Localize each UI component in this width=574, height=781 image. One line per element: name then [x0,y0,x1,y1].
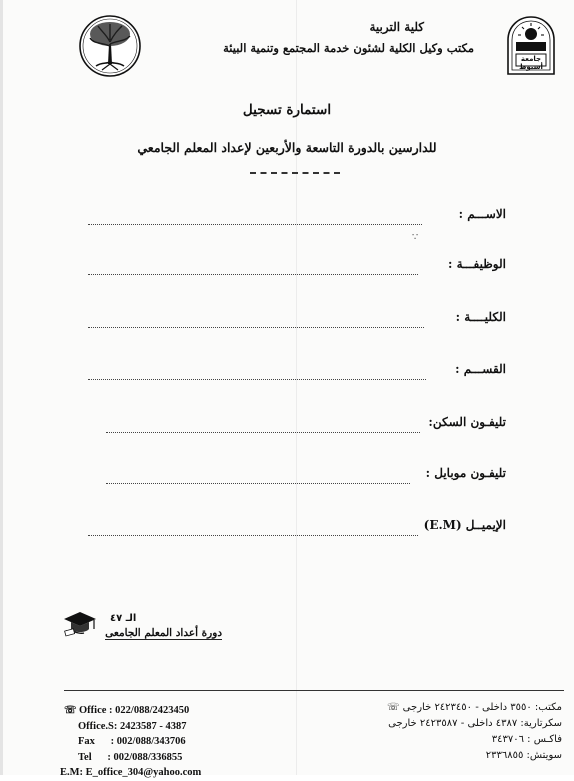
field-mobile-line[interactable] [106,483,410,484]
field-faculty[interactable] [88,310,506,332]
footer-ar-office: مكتب: ٣٥٥٠ داخلى - ٢٤٢٣٤٥٠ خارجى [402,702,562,713]
field-name-line[interactable] [88,224,422,225]
tree-logo [78,14,142,78]
field-job[interactable] [88,257,506,279]
office-title: مكتب وكيل الكلية لشئون خدمة المجتمع وتنمية البيئة [223,41,474,55]
footer-ar-secretary: سكرتارية: ٤٣٨٧ داخلى - ٢٤٢٣٥٨٧ خارجى [388,718,562,729]
field-job-label: الوظيفـــة : [447,257,506,271]
field-department-line[interactable] [88,379,426,380]
footer-ar-switch: سويتش: ٢٣٣٦٨٥٥ [485,750,562,761]
faculty-name: كلية التربية [369,20,424,34]
field-faculty-label: الكليــــة : [455,310,506,324]
field-department[interactable] [88,362,506,384]
graduation-cap-icon [62,609,98,639]
field-home-phone-label: تليفـون السكن: [428,415,506,429]
form-title: استمارة تسجيل [242,102,332,118]
footer-tel: Tel : 002/088/336855 [78,751,183,763]
field-name[interactable] [88,207,506,229]
field-home-phone[interactable] [88,415,506,437]
field-department-label: القســـم : [455,362,506,376]
course-stamp-text: دورة أعداد المعلم الجامعى [105,627,222,639]
university-logo [500,14,562,80]
field-mobile-label: تليفـون موبايل : [425,466,506,480]
field-email[interactable] [88,518,506,540]
field-email-label: الإيميــل (E.M) [423,518,506,532]
title-underline [250,172,340,174]
footer-contacts-en [60,703,202,781]
field-home-phone-line[interactable] [106,432,420,433]
field-faculty-line[interactable] [88,327,424,328]
footer-email: E.M: E_office_304@yahoo.com [60,767,202,778]
course-stamp [62,607,222,653]
footer-office-s: Office.S: 2423587 - 4387 [78,720,187,732]
field-job-line[interactable] [88,274,418,275]
form-subtitle: للدارسين بالدورة التاسعة والأربعين لإعداد المعلم الجامعي [137,140,437,155]
footer-rule [64,690,564,691]
field-name-label: الاســـم : [458,207,506,221]
footer-ar-fax: فاكـس : ٣٤٣٧٠٦ [491,734,562,745]
phone-icon: ☏ [386,702,403,713]
course-number: الـ ٤٧ [110,613,137,624]
document-header [0,14,574,84]
university-logo-text: جامعة أسيوط [519,55,543,71]
footer-fax: Fax : 002/088/343706 [78,736,186,747]
phone-icon: ☏ [64,705,80,716]
footer-office: Office : 022/088/2423450 [79,705,190,716]
footer-contacts-ar [322,700,562,764]
scan-speck: ∵ [412,232,419,243]
field-mobile[interactable] [88,466,506,488]
tree-logo-icon [78,14,142,78]
field-email-line[interactable] [88,535,418,536]
